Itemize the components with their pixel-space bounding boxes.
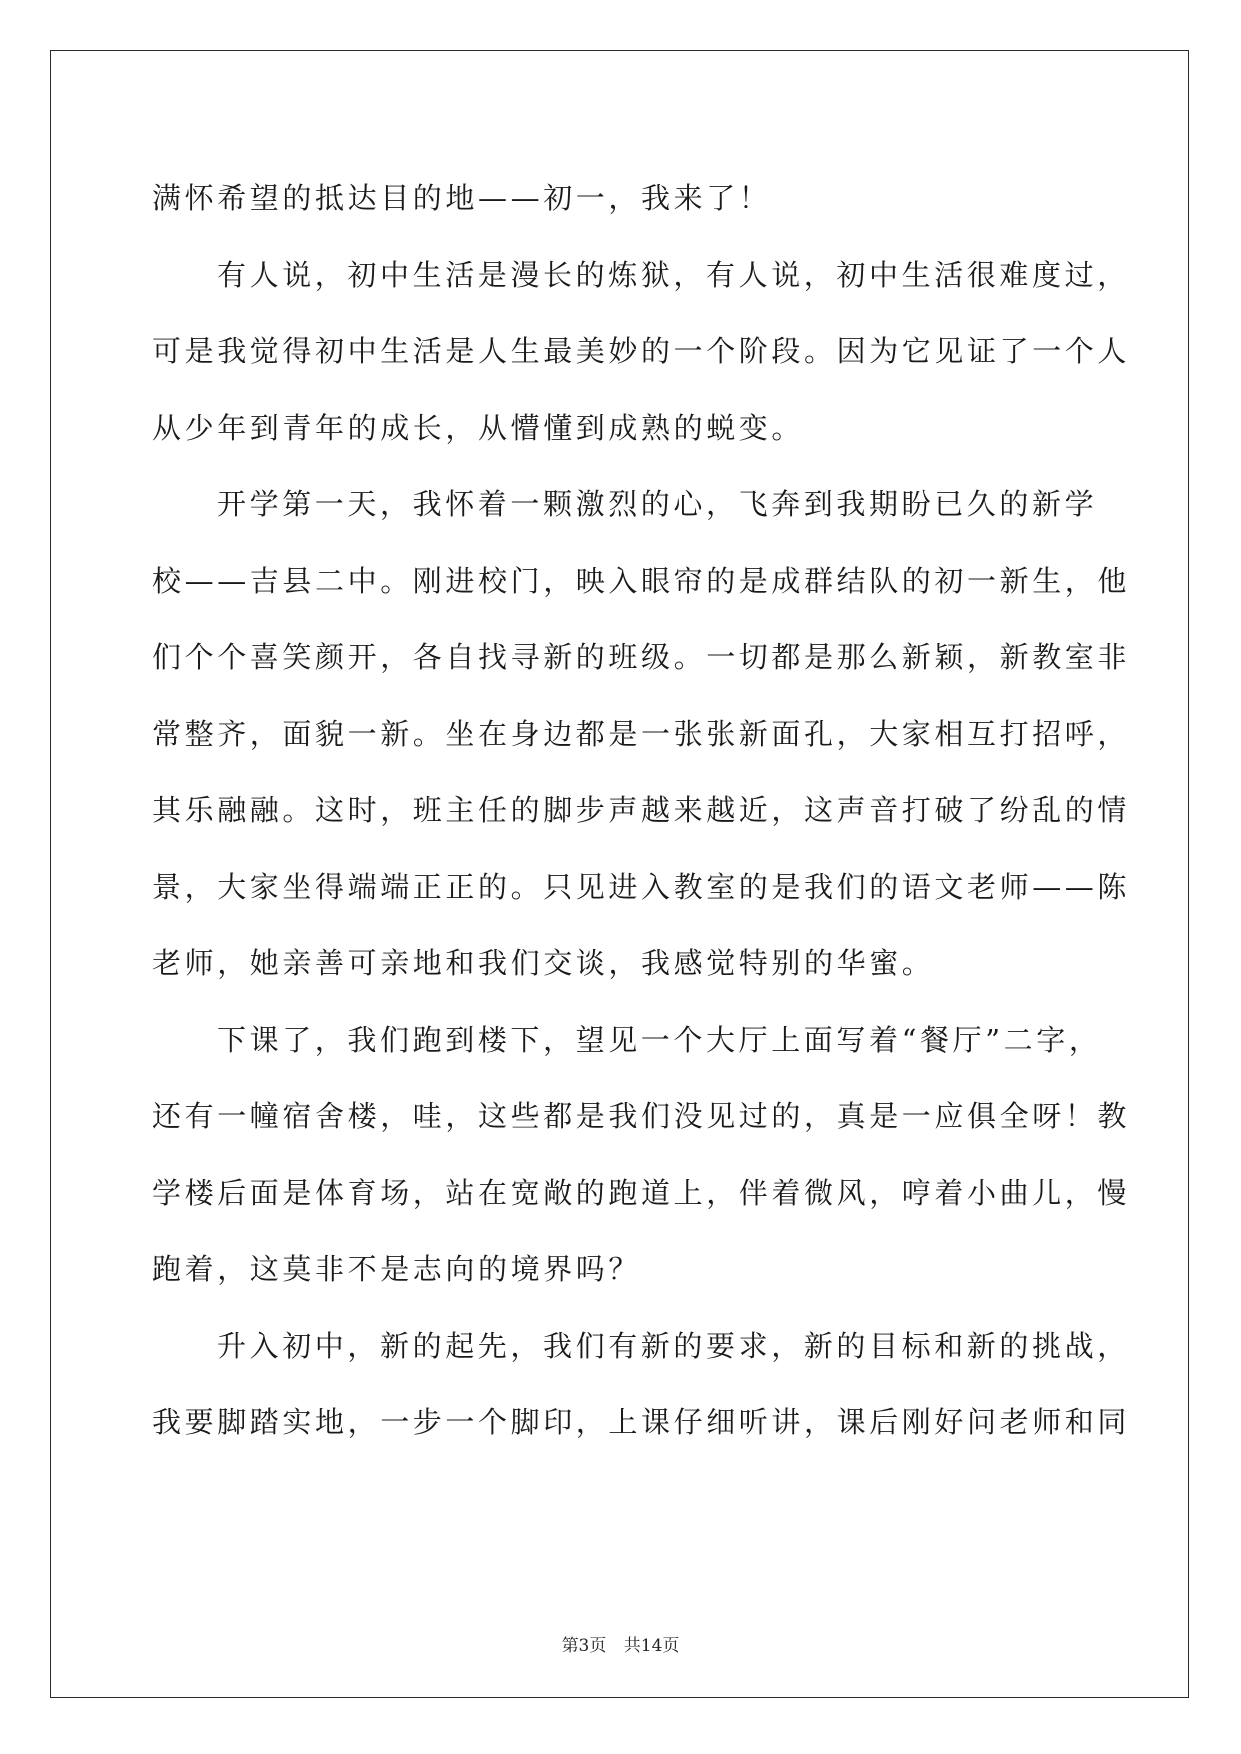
text-line-9: 其乐融融。这时，班主任的脚步声越来越近，这声音打破了纷乱的情	[152, 793, 1131, 827]
text-line-1: 满怀希望的抵达目的地——初一，我来了！	[152, 181, 772, 215]
page-footer	[0, 1631, 1241, 1656]
page-number: 第3页	[561, 1636, 607, 1656]
text-line-15: 跑着，这莫非不是志向的境界吗？	[152, 1252, 642, 1286]
text-line-11: 老师，她亲善可亲地和我们交谈，我感觉特别的华蜜。	[152, 946, 935, 980]
text-line-16: 升入初中，新的起先，我们有新的要求，新的目标和新的挑战，	[217, 1328, 1130, 1363]
text-line-10: 景，大家坐得端端正正的。只见进入教室的是我们的语文老师——陈	[152, 869, 1131, 904]
text-line-4: 从少年到青年的成长，从懵懂到成熟的蜕变。	[152, 410, 805, 445]
text-line-12: 下课了，我们跑到楼下，望见一个大厅上面写着“餐厅”二字，	[217, 1022, 1102, 1057]
text-line-14: 学楼后面是体育场，站在宽敞的跑道上，伴着微风，哼着小曲儿，慢	[152, 1175, 1131, 1210]
text-line-3: 可是我觉得初中生活是人生最美妙的一个阶段。因为它见证了一个人	[152, 334, 1131, 368]
text-line-2: 有人说，初中生活是漫长的炼狱，有人说，初中生活很难度过，	[217, 257, 1130, 292]
text-line-17: 我要脚踏实地，一步一个脚印，上课仔细听讲，课后刚好问老师和同	[152, 1405, 1131, 1439]
text-line-6: 校——吉县二中。刚进校门，映入眼帘的是成群结队的初一新生，他	[152, 563, 1131, 598]
text-line-8: 常整齐，面貌一新。坐在身边都是一张张新面孔，大家相互打招呼，	[152, 716, 1131, 751]
text-line-5: 开学第一天，我怀着一颗激烈的心，飞奔到我期盼已久的新学	[217, 487, 1098, 521]
text-line-13: 还有一幢宿舍楼，哇，这些都是我们没见过的，真是一应俱全呀！教	[152, 1099, 1131, 1133]
text-line-7: 们个个喜笑颜开，各自找寻新的班级。一切都是那么新颖，新教室非	[152, 640, 1131, 674]
document-body	[152, 160, 1131, 1461]
page-total: 共14页	[623, 1636, 680, 1656]
